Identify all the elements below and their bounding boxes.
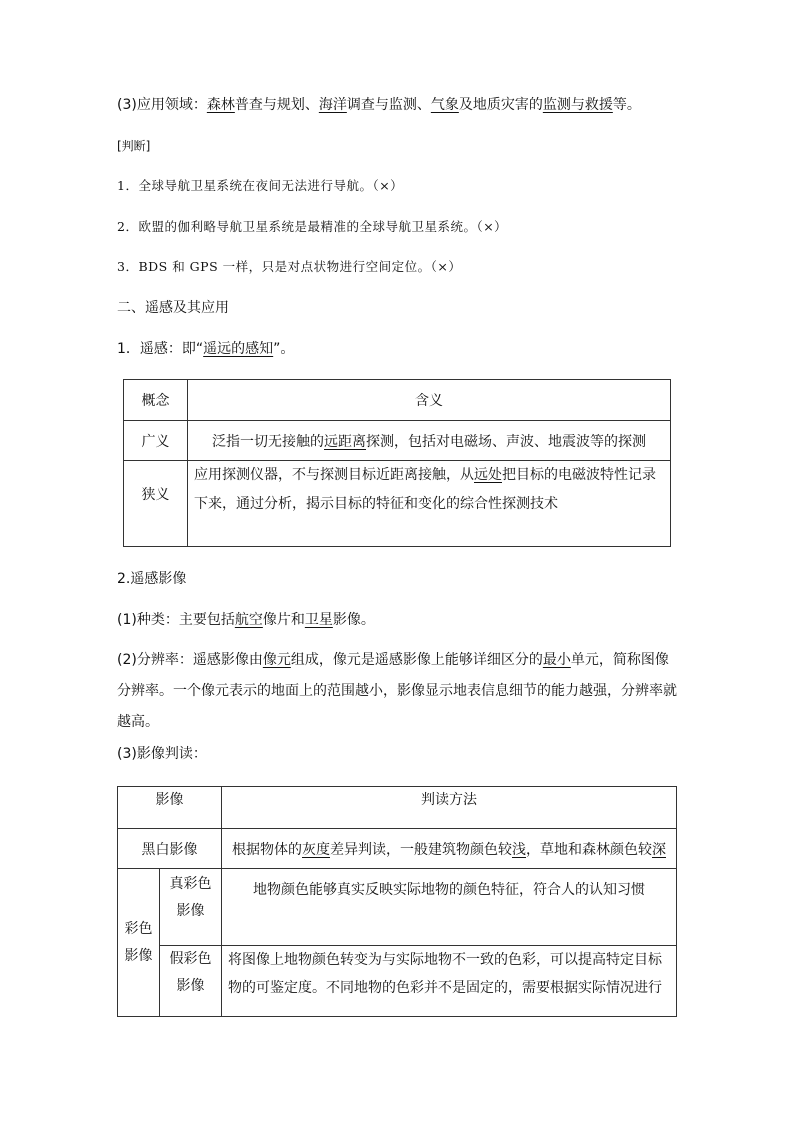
resolution-paragraph bbox=[117, 645, 677, 738]
resolution-underlined-2: 最小 bbox=[542, 652, 571, 668]
false-color-desc: 将图像上地物颜色转变为与实际地物不一致的色彩，可以提高特定目标物的可鉴定度。不同地物的色彩并不是固定的，需要根据实际情况进行 bbox=[222, 946, 677, 1017]
application-prefix: (3)应用领域： bbox=[117, 97, 207, 113]
rs-definition bbox=[117, 339, 294, 359]
table-row bbox=[124, 461, 671, 547]
rs-image-title: 2.遥感影像 bbox=[117, 571, 187, 587]
bw-text-a: 根据物体的 bbox=[232, 841, 302, 858]
section-title: 二、遥感及其应用 bbox=[117, 300, 229, 316]
header-meaning: 含义 bbox=[188, 380, 671, 421]
judgement-3: 3．BDS 和 GPS 一样，只是对点状物进行空间定位。（×） bbox=[117, 259, 462, 274]
judgement-2: 2．欧盟的伽利略导航卫星系统是最精准的全球导航卫星系统。（×） bbox=[117, 219, 508, 234]
bw-underlined-2: 浅 bbox=[512, 841, 526, 858]
application-text-1: 普查与规划、 bbox=[234, 97, 319, 113]
narrow-text-b: 把目标的电磁波特性记录下来，通过分析，揭示目标的特征和变化的综合性探测技术 bbox=[194, 467, 656, 512]
narrow-meaning bbox=[188, 461, 671, 547]
broad-text-b: 探测，包括对电磁场、声波、地震波等的探测 bbox=[366, 433, 646, 450]
types-text-c: 影像。 bbox=[332, 612, 375, 628]
interp-title: (3)影像判读： bbox=[117, 746, 207, 762]
underlined-forest: 森林 bbox=[206, 97, 235, 113]
judgement-1: 1．全球导航卫星系统在夜间无法进行导航。（×） bbox=[117, 178, 404, 193]
types-underlined-1: 航空 bbox=[234, 612, 263, 628]
false-color-label: 假彩色影像 bbox=[160, 946, 222, 1017]
application-text-3: 及地质灾害的 bbox=[458, 97, 543, 113]
bw-text-c: ，草地和森林颜色较 bbox=[526, 841, 652, 858]
table-row bbox=[118, 946, 677, 1017]
table-row bbox=[118, 829, 677, 869]
broad-text-a: 泛指一切无接触的 bbox=[212, 433, 324, 450]
header-concept: 概念 bbox=[124, 380, 188, 421]
broad-meaning bbox=[188, 421, 671, 461]
resolution-underlined-1: 像元 bbox=[262, 652, 291, 668]
application-fields-line bbox=[117, 95, 641, 115]
narrow-text-a: 应用探测仪器，不与探测目标近距离接触，从 bbox=[194, 467, 474, 483]
types-underlined-2: 卫星 bbox=[304, 612, 333, 628]
concept-table bbox=[123, 379, 671, 547]
application-text-4: 等。 bbox=[612, 97, 641, 113]
resolution-text-a: (2)分辨率：遥感影像由 bbox=[117, 652, 263, 668]
bw-text-b: 差异判读，一般建筑物颜色较 bbox=[330, 841, 512, 858]
rs-def-term: 遥远的感知 bbox=[203, 341, 274, 357]
table-row bbox=[124, 380, 671, 421]
narrow-label: 狭义 bbox=[124, 461, 188, 547]
bw-underlined-3: 深 bbox=[652, 841, 666, 858]
bw-label: 黑白影像 bbox=[118, 829, 222, 869]
underlined-ocean: 海洋 bbox=[318, 97, 347, 113]
bw-underlined-1: 灰度 bbox=[302, 841, 330, 858]
table-row bbox=[118, 787, 677, 829]
bw-method bbox=[222, 829, 677, 869]
underlined-monitor: 监测与救援 bbox=[542, 97, 613, 113]
resolution-text-c: 单元，简称图像分辨率。一个像元表示的地面上的范围越小，影像显示地表信息细节的能力越强，分辨率就越高。 bbox=[117, 652, 677, 730]
interpretation-table bbox=[117, 786, 677, 1017]
resolution-text-b: 组成，像元是遥感影像上能够详细区分的 bbox=[290, 652, 543, 668]
judge-heading: [判断] bbox=[117, 139, 151, 153]
application-text-2: 调查与监测、 bbox=[346, 97, 431, 113]
rs-def-suffix: ”。 bbox=[273, 341, 295, 357]
rs-def-prefix: 1．遥感：即“ bbox=[117, 341, 204, 357]
types-text-a: (1)种类：主要包括 bbox=[117, 612, 235, 628]
broad-underlined: 远距离 bbox=[324, 433, 366, 450]
types-text-b: 像片和 bbox=[262, 612, 305, 628]
underlined-weather: 气象 bbox=[430, 97, 459, 113]
true-color-label: 真彩色影像 bbox=[160, 869, 222, 946]
types-line bbox=[117, 610, 375, 630]
header-method: 判读方法 bbox=[222, 787, 677, 829]
true-color-desc: 地物颜色能够真实反映实际地物的颜色特征，符合人的认知习惯 bbox=[222, 869, 677, 946]
table-row bbox=[124, 421, 671, 461]
broad-label: 广义 bbox=[124, 421, 188, 461]
color-label: 彩色影像 bbox=[118, 869, 160, 1017]
narrow-underlined: 远处 bbox=[474, 467, 502, 483]
header-image: 影像 bbox=[118, 787, 222, 829]
table-row bbox=[118, 869, 677, 946]
